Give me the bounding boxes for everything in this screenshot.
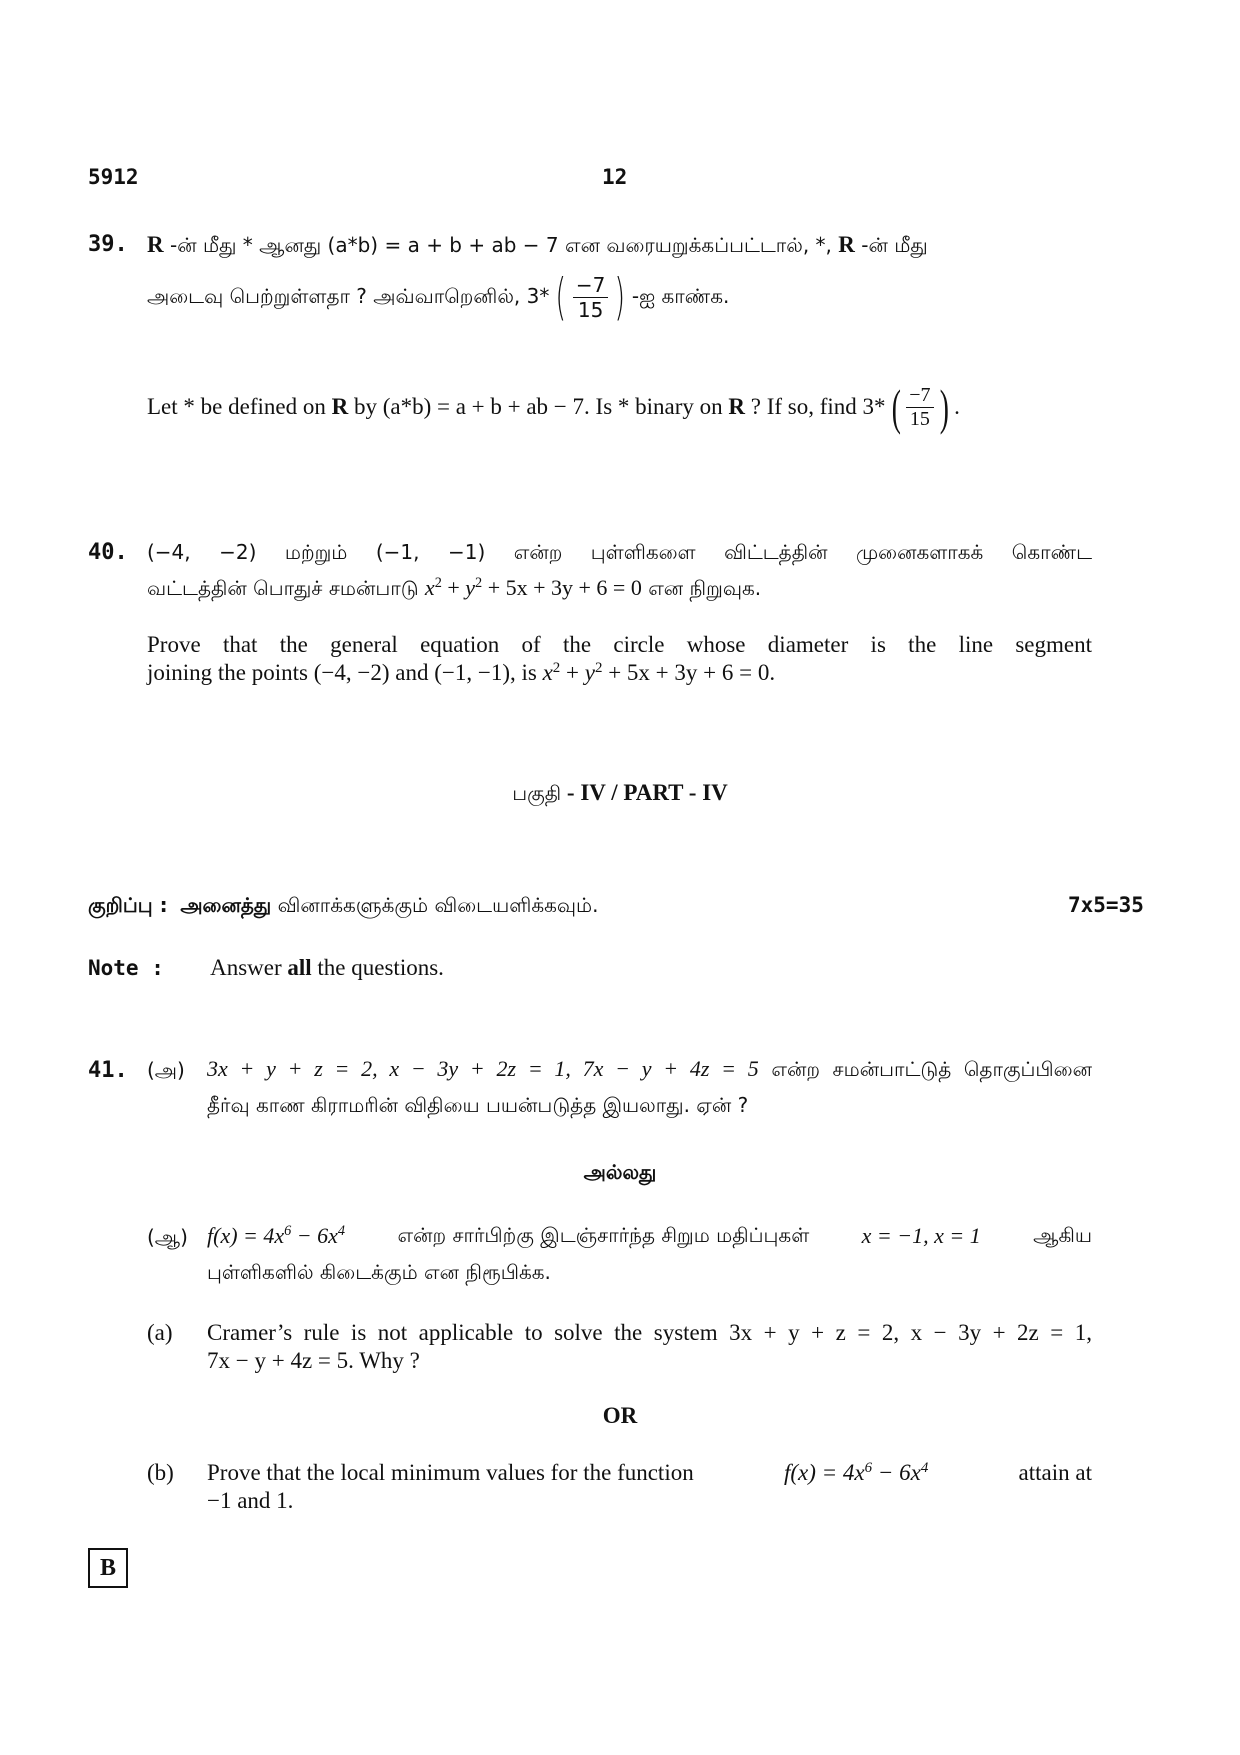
note-tamil: குறிப்பு : அனைத்து வினாக்களுக்கும் விடையளிக்கவும். <box>88 893 599 917</box>
q39-tamil-line-2: அடைவு பெற்றுள்ளதா ? அவ்வாறெனில், 3* ( −7 15 ) -ஐ காண்க. <box>147 268 730 326</box>
q41-option-b-label-ta: (ஆ) <box>147 1225 188 1249</box>
function-expression: $f(x) = 4x^6 - 6x^4$ <box>207 1223 346 1248</box>
q39-english: Let * be defined on R by (a*b) = a + b + ab − 7. Is * binary on R ? If so, find 3* ( −7 15 ) . <box>147 379 960 435</box>
q41-b-english-line-2: −1 and 1. <box>207 1488 294 1513</box>
q41-option-b-label-en: (b) <box>147 1460 174 1485</box>
page-number: 12 <box>602 165 628 189</box>
q41-b-tamil-line-1: $f(x) = 4x^6 - 6x^4$ என்ற சார்பிற்கு இடஞ்சார்ந்த சிறும மதிப்புகள் x = −1, x = 1 ஆகிய <box>207 1223 1092 1248</box>
q41-a-tamil-line-2: தீர்வு காண கிராமரின் விதியை பயன்படுத்த இயலாது. ஏன் ? <box>207 1093 749 1117</box>
q39-tamil-line-1: R -ன் மீது * ஆனது (a*b) = a + b + ab − 7 என வரையறுக்கப்பட்டால், *, R -ன் மீது <box>147 232 928 257</box>
function-expression: $f(x) = 4x^6 - 6x^4$ <box>783 1459 929 1485</box>
question-number: 39. <box>88 232 128 257</box>
or-tamil: அல்லது <box>583 1160 657 1184</box>
q41-a-english-line-2: 7x − y + 4z = 5. Why ? <box>207 1348 420 1373</box>
q40-english-line-1: Prove that the general equation of the circle whose diameter is the line segment <box>147 632 1092 657</box>
q41-b-english-line-1: Prove that the local minimum values for the function $f(x) = 4x^6 - 6x^4$ attain at <box>207 1459 1092 1485</box>
q40-english-line-2: joining the points (−4, −2) and (−1, −1), is $x^2 + y^2 + 5x + 3y + 6 = 0$. <box>147 659 776 685</box>
marks-allocation: 7x5=35 <box>1068 893 1144 917</box>
booklet-code-box: B <box>88 1548 128 1588</box>
q41-option-a-label-ta: (அ) <box>147 1058 185 1082</box>
note-english: Note : Answer all the questions. <box>88 955 444 980</box>
q41-option-a-label-en: (a) <box>147 1320 173 1345</box>
fraction-minus7-over-15: ( −7 15 ) <box>555 268 626 326</box>
question-number: 40. <box>88 540 128 565</box>
fraction-minus7-over-15: ( −7 15 ) <box>891 379 949 435</box>
q41-a-english-line-1: Cramer’s rule is not applicable to solve the system 3x + y + z = 2, x − 3y + 2z = 1, <box>207 1320 1092 1345</box>
set-R: R <box>147 232 164 257</box>
circle-equation: $x^2 + y^2 + 5x + 3y + 6 = 0$ <box>424 575 642 600</box>
q40-tamil-line-2: வட்டத்தின் பொதுச் சமன்பாடு $x^2 + y^2 + 5x + 3y + 6 = 0$ என நிறுவுக. <box>147 575 762 600</box>
part-heading: பகுதி - IV / PART - IV <box>512 780 728 805</box>
set-R: R <box>838 232 855 257</box>
circle-equation: $x^2 + y^2 + 5x + 3y + 6 = 0$. <box>542 659 776 685</box>
question-number: 41. <box>88 1058 128 1083</box>
paper-code: 5912 <box>88 165 139 189</box>
q41-a-tamil-line-1: 3x + y + z = 2, x − 3y + 2z = 1, 7x − y + 4z = 5 என்ற சமன்பாட்டுத் தொகுப்பினை <box>207 1056 1092 1081</box>
q40-tamil-line-1: (−4, −2) மற்றும் (−1, −1) என்ற புள்ளிகளை விட்டத்தின் முனைகளாகக் கொண்ட <box>147 540 1092 564</box>
or-english: OR <box>602 1403 638 1428</box>
q41-b-tamil-line-2: புள்ளிகளில் கிடைக்கும் என நிரூபிக்க. <box>207 1260 551 1284</box>
